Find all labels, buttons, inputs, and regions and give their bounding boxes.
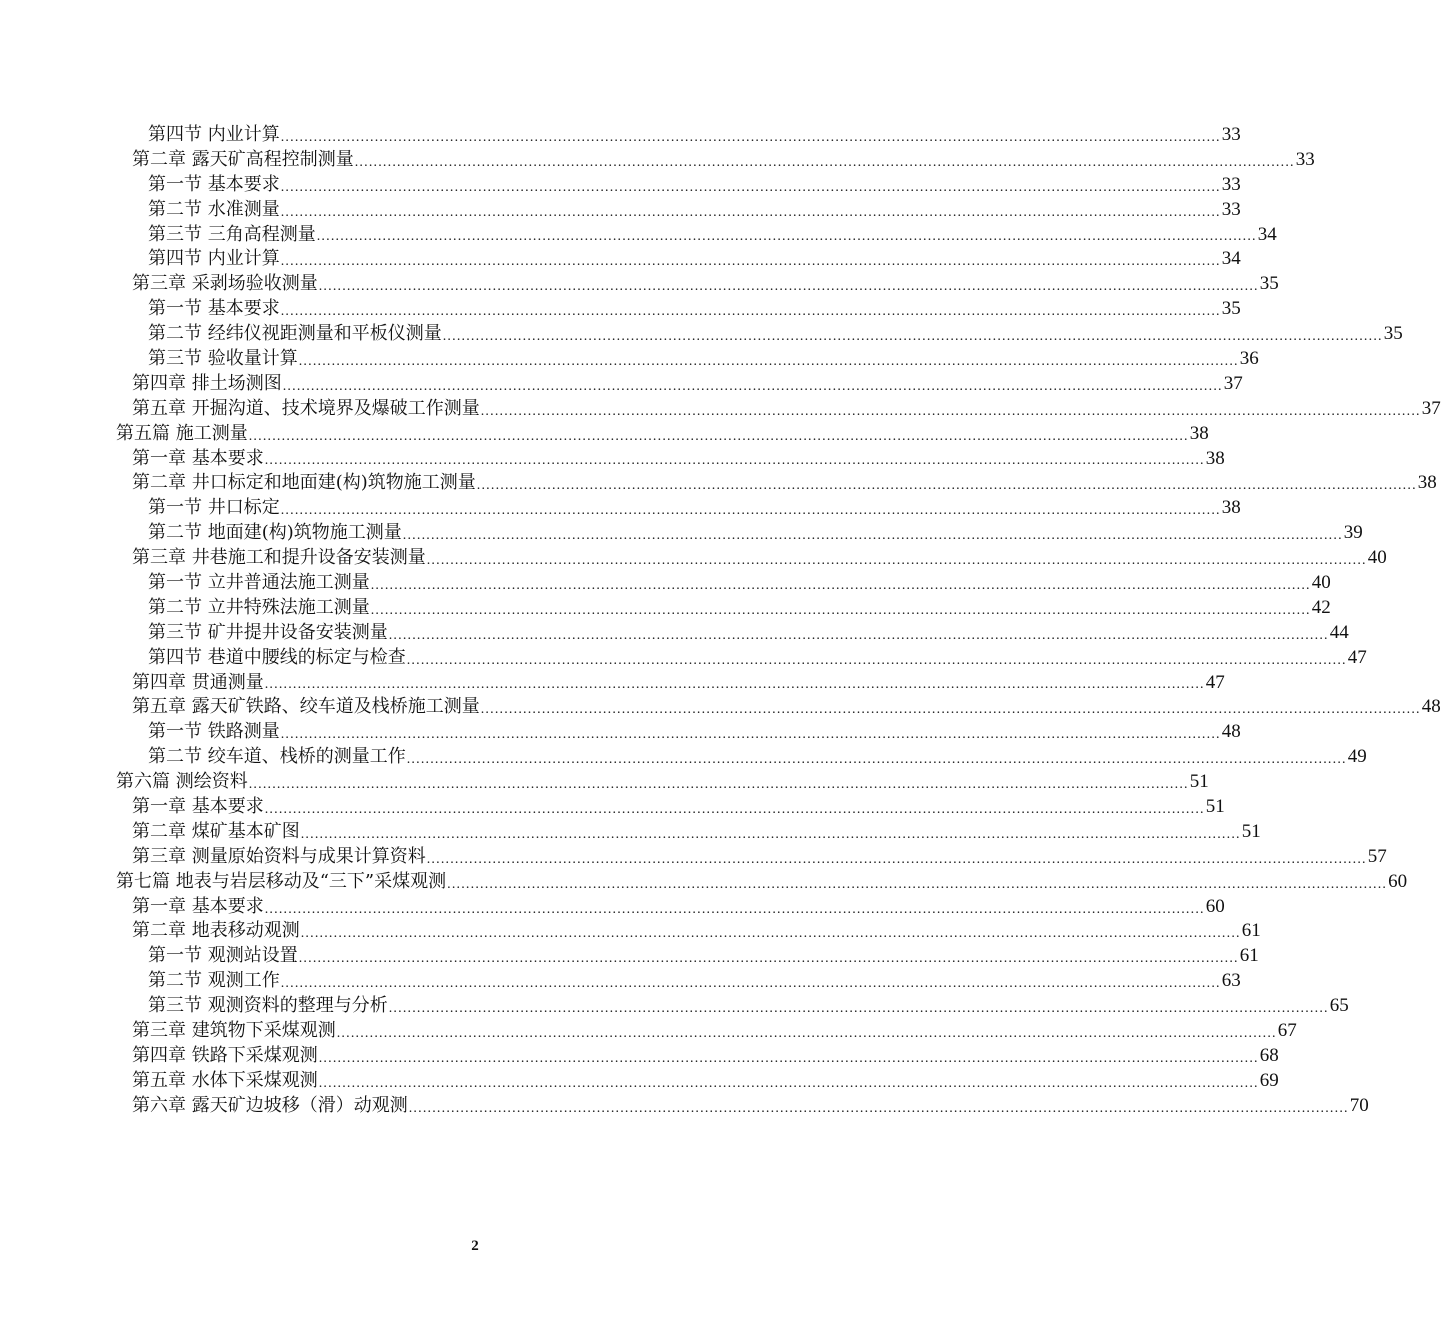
- toc-entry-page-number: 51: [1205, 796, 1225, 818]
- toc-dot-leader: ........................................................................................................................................................................................................: [280, 179, 1221, 195]
- toc-entry-page-number: 34: [1257, 223, 1277, 245]
- toc-dot-leader: ........................................................................................................................................................................................................: [447, 876, 1388, 892]
- toc-entry-page-number: 60: [1205, 895, 1225, 917]
- toc-entry-title: 第七篇 地表与岩层移动及“三下”采煤观测: [116, 870, 447, 892]
- toc-entry-page-number: 33: [1221, 123, 1241, 145]
- toc-dot-leader: ........................................................................................................................................................................................................: [476, 478, 1417, 494]
- toc-entry-title: 第一章 基本要求: [132, 796, 264, 818]
- toc-dot-leader: ........................................................................................................................................................................................................: [316, 229, 1257, 245]
- toc-entry-title: 第三章 建筑物下采煤观测: [132, 1020, 336, 1042]
- toc-dot-leader: ........................................................................................................................................................................................................: [264, 677, 1205, 693]
- table-of-contents: [116, 123, 1441, 1119]
- toc-entry[interactable]: [116, 720, 1241, 745]
- toc-entry-title: 第一节 铁路测量: [148, 721, 280, 743]
- toc-dot-leader: ........................................................................................................................................................................................................: [480, 403, 1421, 419]
- toc-entry[interactable]: [116, 247, 1241, 272]
- toc-entry-title: 第五篇 施工测量: [116, 422, 248, 444]
- toc-entry[interactable]: [116, 471, 1437, 496]
- toc-entry-page-number: 63: [1221, 970, 1241, 992]
- toc-dot-leader: ........................................................................................................................................................................................................: [354, 154, 1295, 170]
- toc-dot-leader: ........................................................................................................................................................................................................: [406, 652, 1347, 668]
- toc-entry-title: 第三节 矿井提井设备安装测量: [148, 621, 388, 643]
- toc-entry-page-number: 38: [1205, 447, 1225, 469]
- toc-entry-page-number: 38: [1221, 497, 1241, 519]
- toc-entry-title: 第二节 观测工作: [148, 970, 280, 992]
- toc-dot-leader: ........................................................................................................................................................................................................: [264, 453, 1205, 469]
- toc-entry[interactable]: [116, 571, 1331, 596]
- toc-entry-page-number: 38: [1417, 472, 1437, 494]
- toc-entry[interactable]: [116, 695, 1441, 720]
- toc-entry-title: 第三章 采剥场验收测量: [132, 273, 318, 295]
- toc-entry-page-number: 40: [1367, 547, 1387, 569]
- toc-entry[interactable]: [116, 994, 1349, 1019]
- toc-dot-leader: ........................................................................................................................................................................................................: [248, 777, 1189, 793]
- toc-dot-leader: ........................................................................................................................................................................................................: [402, 528, 1343, 544]
- toc-entry[interactable]: [116, 546, 1387, 571]
- toc-dot-leader: ........................................................................................................................................................................................................: [280, 727, 1221, 743]
- toc-entry-page-number: 36: [1239, 348, 1259, 369]
- toc-dot-leader: ........................................................................................................................................................................................................: [282, 378, 1223, 394]
- page-number: 2: [471, 1238, 479, 1254]
- toc-dot-leader: ........................................................................................................................................................................................................: [264, 901, 1205, 917]
- toc-entry-page-number: 68: [1259, 1044, 1279, 1066]
- toc-dot-leader: ........................................................................................................................................................................................................: [408, 1100, 1349, 1116]
- toc-entry[interactable]: [116, 621, 1349, 646]
- toc-dot-leader: ........................................................................................................................................................................................................: [480, 702, 1421, 718]
- toc-entry-title: 第四节 内业计算: [148, 248, 280, 270]
- toc-entry-title: 第二节 绞车道、栈桥的测量工作: [148, 746, 406, 768]
- toc-entry[interactable]: [116, 1019, 1297, 1044]
- toc-dot-leader: ........................................................................................................................................................................................................: [388, 627, 1329, 643]
- toc-entry-page-number: 33: [1221, 198, 1241, 220]
- toc-entry[interactable]: [116, 745, 1367, 770]
- toc-entry[interactable]: [116, 148, 1315, 173]
- toc-entry-page-number: 40: [1311, 572, 1331, 594]
- toc-dot-leader: ........................................................................................................................................................................................................: [336, 1025, 1277, 1041]
- toc-entry[interactable]: [116, 372, 1243, 397]
- toc-entry-title: 第一章 基本要求: [132, 447, 264, 469]
- toc-entry-title: 第一节 观测站设置: [148, 945, 298, 967]
- toc-entry-page-number: 48: [1221, 721, 1241, 743]
- toc-entry[interactable]: [116, 646, 1367, 671]
- toc-entry-page-number: 33: [1295, 148, 1315, 170]
- toc-entry-page-number: 34: [1221, 248, 1241, 270]
- toc-entry-title: 第三章 测量原始资料与成果计算资料: [132, 845, 426, 867]
- toc-dot-leader: ........................................................................................................................................................................................................: [406, 752, 1347, 768]
- toc-entry[interactable]: [116, 422, 1209, 447]
- toc-entry-page-number: 39: [1343, 522, 1363, 544]
- toc-dot-leader: ........................................................................................................................................................................................................: [280, 254, 1221, 270]
- toc-entry-page-number: 61: [1241, 920, 1261, 942]
- toc-entry[interactable]: [116, 895, 1225, 920]
- toc-entry-page-number: 51: [1189, 771, 1209, 793]
- toc-dot-leader: ........................................................................................................................................................................................................: [426, 553, 1367, 569]
- toc-entry-page-number: 60: [1388, 870, 1408, 892]
- toc-entry-title: 第六章 露天矿边坡移（滑）动观测: [132, 1094, 408, 1116]
- toc-entry-page-number: 57: [1367, 845, 1387, 867]
- toc-entry[interactable]: [116, 795, 1225, 820]
- toc-entry[interactable]: [116, 521, 1363, 546]
- toc-entry-title: 第二章 井口标定和地面建(构)筑物施工测量: [132, 472, 476, 494]
- toc-dot-leader: ........................................................................................................................................................................................................: [280, 129, 1221, 145]
- toc-entry-page-number: 38: [1189, 422, 1209, 444]
- toc-entry[interactable]: [116, 820, 1261, 845]
- toc-entry-page-number: 37: [1421, 397, 1441, 419]
- toc-entry[interactable]: [116, 322, 1403, 347]
- toc-entry[interactable]: [116, 496, 1241, 521]
- toc-entry[interactable]: [116, 123, 1241, 148]
- toc-entry-page-number: 51: [1241, 820, 1261, 842]
- toc-entry-title: 第一章 基本要求: [132, 895, 264, 917]
- toc-entry[interactable]: [116, 944, 1259, 969]
- toc-dot-leader: ........................................................................................................................................................................................................: [370, 602, 1311, 618]
- toc-entry-page-number: 47: [1205, 671, 1225, 693]
- toc-entry-title: 第二章 露天矿高程控制测量: [132, 148, 354, 170]
- toc-entry-page-number: 42: [1311, 596, 1331, 618]
- toc-entry-title: 第一节 基本要求: [148, 298, 280, 320]
- toc-entry-title: 第五章 水体下采煤观测: [132, 1069, 318, 1091]
- toc-entry-page-number: 69: [1259, 1069, 1279, 1091]
- toc-entry-title: 第四章 排土场测图: [132, 372, 282, 394]
- toc-entry-page-number: 44: [1329, 621, 1349, 643]
- toc-entry[interactable]: [116, 969, 1241, 994]
- toc-entry-page-number: 67: [1277, 1020, 1297, 1042]
- toc-entry-page-number: 61: [1239, 945, 1259, 967]
- toc-dot-leader: ........................................................................................................................................................................................................: [280, 204, 1221, 220]
- toc-entry[interactable]: [116, 223, 1277, 248]
- toc-entry[interactable]: [116, 272, 1279, 297]
- toc-entry-title: 第三节 观测资料的整理与分析: [148, 995, 388, 1017]
- toc-entry-title: 第二章 地表移动观测: [132, 920, 300, 942]
- toc-entry-page-number: 35: [1221, 298, 1241, 320]
- toc-entry-title: 第五章 露天矿铁路、绞车道及栈桥施工测量: [132, 696, 480, 718]
- toc-entry[interactable]: [116, 1069, 1279, 1094]
- toc-dot-leader: ........................................................................................................................................................................................................: [280, 304, 1221, 320]
- toc-dot-leader: ........................................................................................................................................................................................................: [318, 1050, 1259, 1066]
- toc-dot-leader: ........................................................................................................................................................................................................: [280, 503, 1221, 519]
- toc-dot-leader: ........................................................................................................................................................................................................: [426, 851, 1367, 867]
- toc-entry-page-number: 47: [1347, 646, 1367, 668]
- toc-dot-leader: ........................................................................................................................................................................................................: [370, 577, 1311, 593]
- toc-dot-leader: ........................................................................................................................................................................................................: [264, 801, 1205, 817]
- toc-entry-title: 第四节 内业计算: [148, 123, 280, 145]
- toc-entry-title: 第四节 巷道中腰线的标定与检查: [148, 646, 406, 668]
- toc-dot-leader: ........................................................................................................................................................................................................: [300, 926, 1241, 942]
- toc-dot-leader: ........................................................................................................................................................................................................: [248, 428, 1189, 444]
- toc-entry[interactable]: [116, 198, 1241, 223]
- toc-entry-title: 第二节 水准测量: [148, 198, 280, 220]
- toc-entry-page-number: 48: [1421, 696, 1441, 718]
- toc-dot-leader: ........................................................................................................................................................................................................: [318, 279, 1259, 295]
- toc-entry-title: 第三章 井巷施工和提升设备安装测量: [132, 547, 426, 569]
- toc-entry-title: 第一节 立井普通法施工测量: [148, 572, 370, 594]
- toc-entry-title: 第二节 经纬仪视距测量和平板仪测量: [148, 323, 442, 345]
- toc-entry-title: 第一节 井口标定: [148, 497, 280, 519]
- toc-entry[interactable]: [116, 347, 1259, 372]
- toc-entry[interactable]: [116, 447, 1225, 472]
- toc-entry[interactable]: [116, 1094, 1369, 1119]
- toc-entry-title: 第一节 基本要求: [148, 173, 280, 195]
- toc-entry[interactable]: [116, 297, 1241, 322]
- toc-entry-page-number: 35: [1259, 273, 1279, 295]
- toc-entry[interactable]: [116, 770, 1209, 795]
- toc-entry-title: 第五章 开掘沟道、技术境界及爆破工作测量: [132, 397, 480, 419]
- toc-entry[interactable]: [116, 920, 1261, 945]
- toc-dot-leader: ........................................................................................................................................................................................................: [298, 353, 1239, 369]
- toc-dot-leader: ........................................................................................................................................................................................................: [298, 951, 1239, 967]
- toc-entry-page-number: 70: [1349, 1094, 1369, 1116]
- toc-entry-page-number: 49: [1347, 746, 1367, 768]
- toc-entry[interactable]: [116, 845, 1387, 870]
- toc-entry-page-number: 65: [1329, 995, 1349, 1017]
- toc-entry[interactable]: [116, 397, 1441, 422]
- toc-entry[interactable]: [116, 173, 1241, 198]
- toc-dot-leader: ........................................................................................................................................................................................................: [280, 976, 1221, 992]
- toc-dot-leader: ........................................................................................................................................................................................................: [318, 1075, 1259, 1091]
- toc-entry[interactable]: [116, 870, 1408, 895]
- toc-entry[interactable]: [116, 671, 1225, 696]
- toc-entry-title: 第二节 立井特殊法施工测量: [148, 596, 370, 618]
- toc-entry-title: 第四章 铁路下采煤观测: [132, 1044, 318, 1066]
- toc-dot-leader: ........................................................................................................................................................................................................: [300, 826, 1241, 842]
- toc-entry-page-number: 37: [1223, 372, 1243, 394]
- toc-entry-title: 第三节 三角高程测量: [148, 223, 316, 245]
- toc-entry-title: 第四章 贯通测量: [132, 671, 264, 693]
- toc-entry-page-number: 33: [1221, 173, 1241, 195]
- toc-dot-leader: ........................................................................................................................................................................................................: [442, 329, 1383, 345]
- toc-entry[interactable]: [116, 596, 1331, 621]
- toc-entry-title: 第二章 煤矿基本矿图: [132, 820, 300, 842]
- toc-entry-page-number: 35: [1383, 323, 1403, 345]
- toc-entry[interactable]: [116, 1044, 1279, 1069]
- toc-dot-leader: ........................................................................................................................................................................................................: [388, 1001, 1329, 1017]
- toc-entry-title: 第三节 验收量计算: [148, 348, 298, 369]
- toc-entry-title: 第二节 地面建(构)筑物施工测量: [148, 522, 402, 544]
- toc-entry-title: 第六篇 测绘资料: [116, 771, 248, 793]
